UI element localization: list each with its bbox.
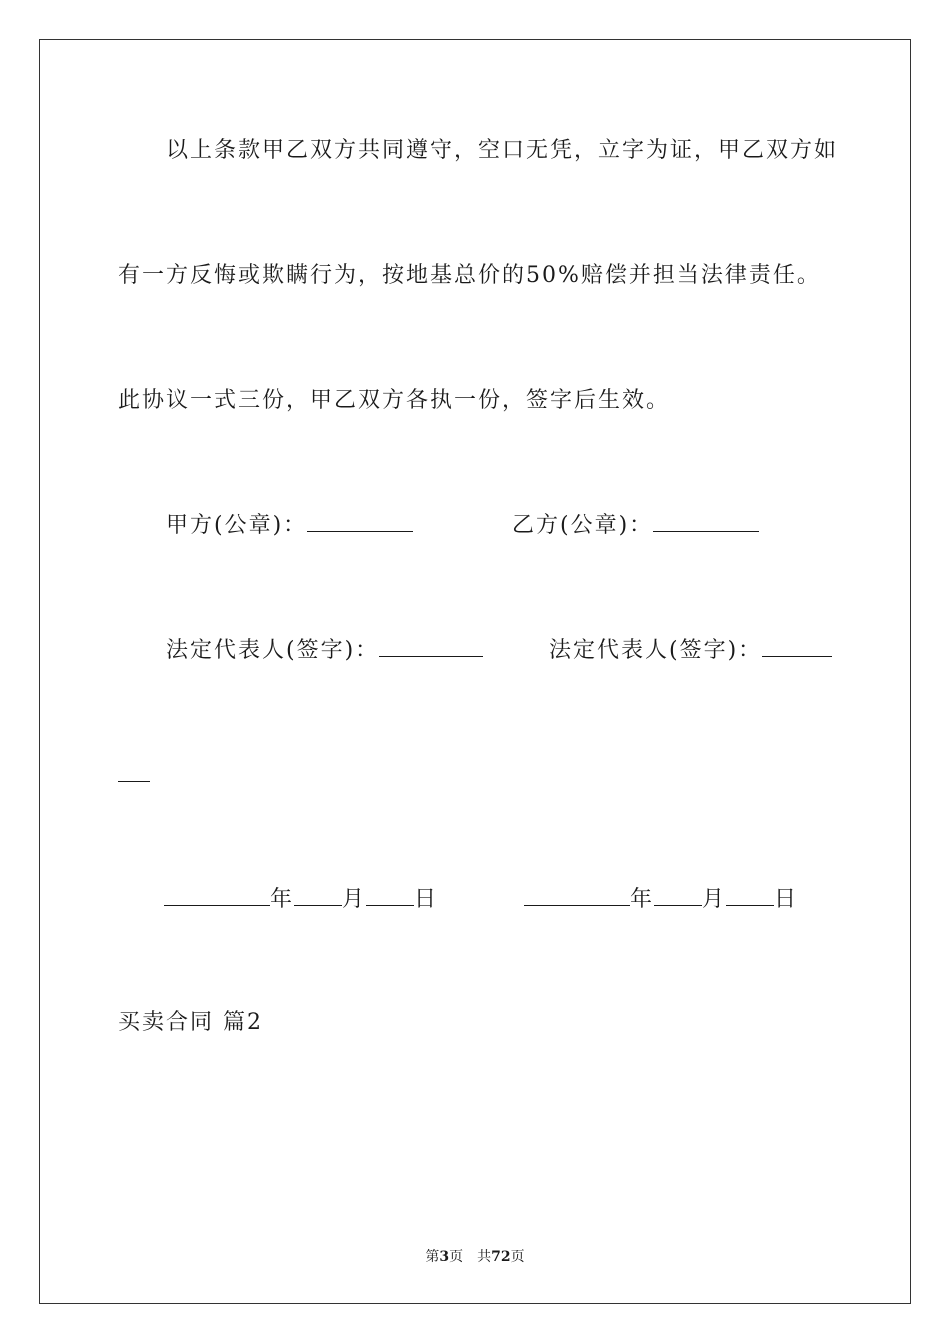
paragraph-2: 此协议一式三份，甲乙双方各执一份，签字后生效。 — [118, 388, 671, 413]
footer-page-mid: 页 共 — [449, 1249, 492, 1265]
party-b-rep-blank-continued — [118, 761, 150, 782]
party-a-day-blank — [366, 885, 414, 906]
page-footer — [0, 1248, 950, 1266]
party-a-rep-label: 法定代表人(签字)： — [166, 638, 380, 663]
party-a-seal-row — [166, 511, 413, 540]
footer-page-prefix: 第 — [425, 1249, 440, 1265]
party-a-rep-row — [166, 636, 483, 665]
footer-page-suffix: 页 — [510, 1249, 525, 1265]
party-b-year-label: 年 — [630, 887, 655, 912]
party-a-day-label: 日 — [414, 887, 439, 912]
party-a-seal-label: 甲方(公章)： — [166, 513, 308, 538]
party-a-seal-blank — [307, 511, 413, 532]
footer-total-pages: 72 — [491, 1249, 511, 1265]
party-a-year-blank — [164, 885, 270, 906]
page-border — [39, 39, 911, 1304]
party-b-rep-label: 法定代表人(签字)： — [549, 638, 763, 663]
party-b-day-label: 日 — [774, 887, 799, 912]
party-b-year-blank — [524, 885, 630, 906]
party-b-month-label: 月 — [702, 887, 727, 912]
party-a-year-label: 年 — [270, 887, 295, 912]
party-b-date-row — [524, 885, 798, 914]
party-a-month-blank — [294, 885, 342, 906]
party-a-rep-blank — [379, 636, 483, 657]
section-heading: 买卖合同 篇2 — [118, 1010, 263, 1035]
paragraph-1-line-1: 以上条款甲乙双方共同遵守，空口无凭，立字为证，甲乙双方如 — [166, 138, 839, 163]
party-b-rep-blank — [762, 636, 832, 657]
party-b-rep-row — [549, 636, 832, 665]
party-a-month-label: 月 — [342, 887, 367, 912]
party-b-day-blank — [726, 885, 774, 906]
footer-current-page: 3 — [439, 1249, 450, 1265]
party-b-month-blank — [654, 885, 702, 906]
party-b-seal-blank — [653, 511, 759, 532]
party-b-seal-row — [512, 511, 759, 540]
paragraph-1-line-2: 有一方反悔或欺瞒行为，按地基总价的50%赔偿并担当法律责任。 — [118, 263, 821, 288]
party-b-seal-label: 乙方(公章)： — [512, 513, 654, 538]
party-a-date-row — [164, 885, 438, 914]
